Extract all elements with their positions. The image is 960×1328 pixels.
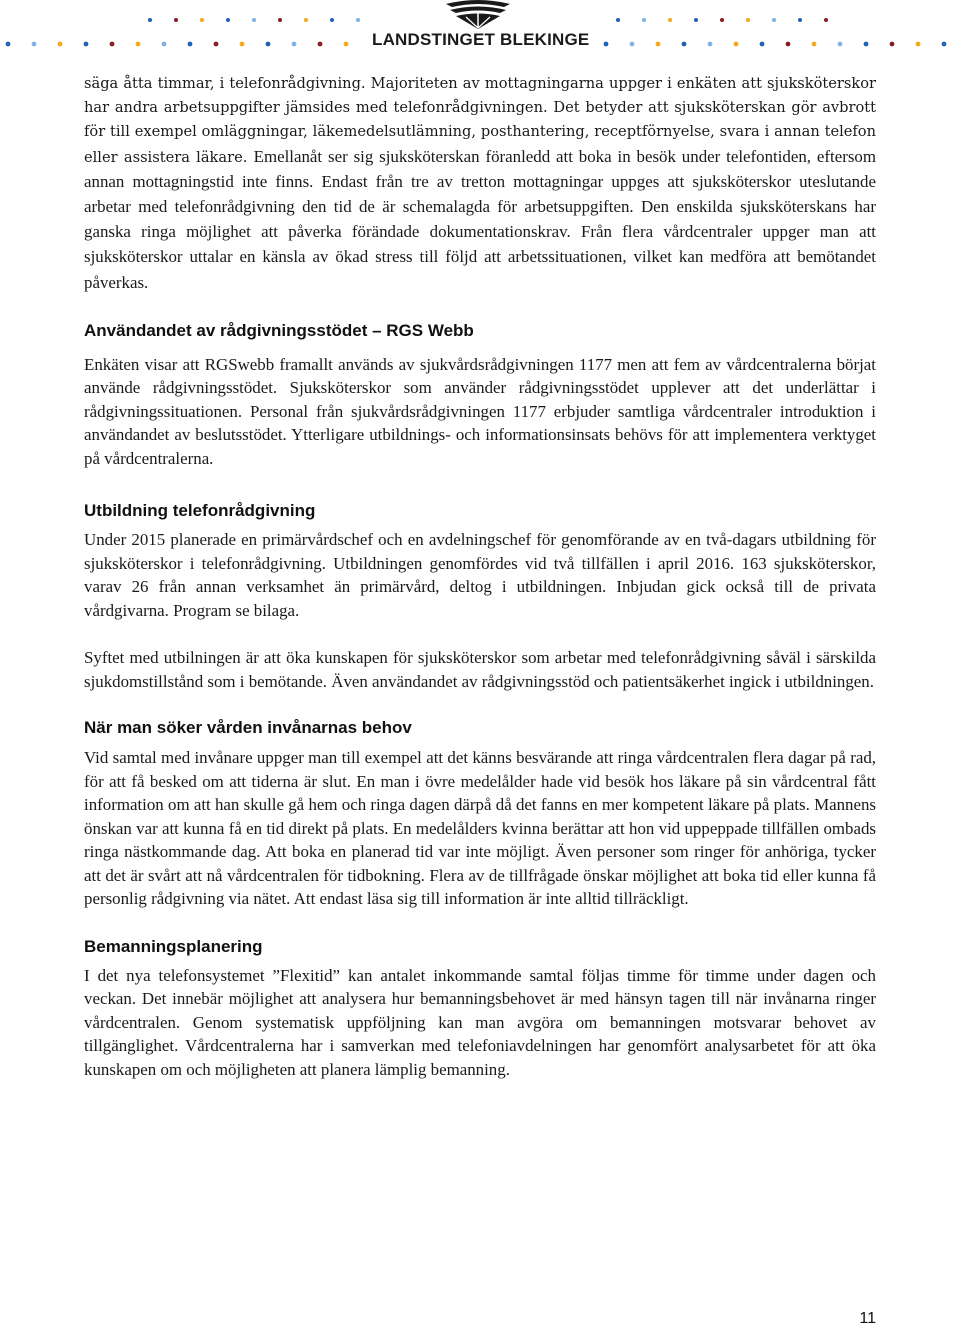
decorative-dot <box>604 42 609 47</box>
decorative-dot <box>226 18 230 22</box>
decorative-dot <box>916 42 921 47</box>
decorative-dot <box>304 18 308 22</box>
decorative-dot <box>356 18 360 22</box>
page-header <box>0 0 960 60</box>
decorative-dot <box>890 42 895 47</box>
section-heading-bemanningsplanering: Bemanningsplanering <box>84 936 263 956</box>
decorative-dot <box>136 42 141 47</box>
section-heading-rgs-webb: Användandet av rådgivningsstödet – RGS Webb <box>84 320 474 340</box>
decorative-dot <box>344 42 349 47</box>
decorative-dot <box>838 42 843 47</box>
decorative-dot <box>642 18 646 22</box>
paragraph-rgs-webb: Enkäten visar att RGSwebb framallt används av sjukvårdsrådgivningen 1177 men att fem av vårdcentralerna börjat använde rådgivningsstödet. Sjuksköterskor som använder rådgivningsstödet upplever att det underlättar i rådgivningssituationen. Personal från sjukvårdsrådgivningen 1177 erbjuder samtliga vårdcentraler introduktion i användandet av beslutsstödet. Ytterligare utbildnings- och informationsinsats behövs för att implementera verktyget på vårdcentralerna. <box>84 354 876 468</box>
decorative-dot <box>812 42 817 47</box>
paragraph-bemanningsplanering: I det nya telefonsystemet ”Flexitid” kan antalet inkommande samtal följas timme för timme under dagen och veckan. Det innebär möjlighet att analysera hur bemanningsbehovet är med hänsyn tagen till när invånarna ringer vårdcentralen. Genom systematisk uppföljning kan man avgöra om bemanningen motsvarar behovet av tillgänglighet. Vårdcentralerna har i samverkan med telefoniavdelningen har genomfört analysarbetet för att öka kunskapen om och möjligheten att planera lämplig bemanning. <box>84 965 876 1079</box>
intro-continuation: Emellanåt ser sig sjuksköterskan föranledd att boka in besök under telefontiden, eftersom annan mottagningstid inte finns. Endast från tre av tretton mottagningar uppges att sjuksköterskor uteslutande arbetar med telefonrådgivning den tid de är schemalagda för arbetsuppgiften. Den enskilda sjuksköterskans har ganska ringa möjlighet att påverka förändade dokumentationskrav. Från flera vårdcentraler uppger man att sjuksköterskor uttalar en känsla av ökad stress till följd att arbetssituationen, vilket kan medföra att bemötandet påverkas. <box>84 146 876 292</box>
decorative-dot <box>252 18 256 22</box>
decorative-dot <box>148 18 152 22</box>
decorative-dot <box>266 42 271 47</box>
decorative-dot <box>188 42 193 47</box>
decorative-dot <box>694 18 698 22</box>
decorative-dot <box>786 42 791 47</box>
paragraph-invanarnas-behov: Vid samtal med invånare uppger man till exempel att det känns besvärande att ringa vårdcentralen flera dagar på rad, för att få besked om att tiderna är slut. En man i övre medelålder hade vid besök hos läkare på sin vårdcentral fått information om att han skulle gå hem och ringa dagen därpå då det fanns en mer kompetent läkare på plats. Mannens önskan var att kunna få en tid direkt på plats. En medelålders kvinna berättar att hon vid uppeppade tillfällen ombads ringa nästkommande dag. Att boka en planerad tid var inte möjligt. Även personer som ringer för anhöriga, tycker att det är svårt att nå vårdcentralen för tidbokning. Flera av de tillfrågade önskar möjlighet att boka tid eller kunna få personlig rådgivning via nätet. Att endast läsa sig till information är inte alltid tillräckligt. <box>84 748 876 909</box>
decorative-dot <box>278 18 282 22</box>
organization-logo <box>372 0 590 56</box>
page-number: 11 <box>859 1310 876 1327</box>
decorative-dot <box>824 18 828 22</box>
decorative-dot <box>630 42 635 47</box>
document-body <box>84 72 876 1081</box>
decorative-dot <box>330 18 334 22</box>
decorative-dot <box>58 42 63 47</box>
ship-logo-icon <box>444 0 512 30</box>
decorative-dot <box>656 42 661 47</box>
intro-text: säga åtta timmar, i telefonrådgivning. Majoriteten av mottagningarna uppger i enkäten att sjuksköterskor har andra arbetsuppgifter jämsides med telefonrådgivningen. Det betyder att sjuksköterskan gör avbrott för till exempel omläggningar, läkemedelsutlämning, posthantering, receptförnyelse, svara i annan telefon eller assistera läkare. <box>84 75 876 166</box>
decorative-dot <box>734 42 739 47</box>
decorative-dot <box>708 42 713 47</box>
organization-name: LANDSTINGET BLEKINGE <box>372 30 590 49</box>
decorative-dot <box>240 42 245 47</box>
section-heading-utbildning: Utbildning telefonrådgivning <box>84 501 316 521</box>
decorative-dot <box>720 18 724 22</box>
decorative-dot <box>174 18 178 22</box>
decorative-dot <box>84 42 89 47</box>
paragraph-utbildning-2: Syftet med utbilningen är att öka kunskapen för sjuksköterskor som arbetar med telefonrådgivning såväl i särskilda sjukdomstillstånd som i bemötande. Även användandet av rådgivningsstöd och patientsäkerhet ingick i utbildningen. <box>84 648 876 691</box>
decorative-dot <box>292 42 297 47</box>
decorative-dot <box>6 42 11 47</box>
decorative-dot <box>214 42 219 47</box>
decorative-dot <box>200 18 204 22</box>
intro-paragraph <box>84 72 876 296</box>
decorative-dot <box>318 42 323 47</box>
decorative-dot <box>942 42 947 47</box>
decorative-dot <box>798 18 802 22</box>
paragraph-utbildning-1: Under 2015 planerade en primärvårdschef och en avdelningschef för genomförande av en två-dagars utbildning för sjuksköterskor i telefonrådgivning. Utbildningen genomfördes vid två tillfällen i april 2016. 163 sjuksköterskor, varav 26 från annan verksamhet än primärvård, deltog i utbildningen. Inbjudan gick också till de privata vårdgivarna. Program se bilaga. <box>84 530 876 620</box>
decorative-dot <box>32 42 37 47</box>
decorative-dot <box>668 18 672 22</box>
decorative-dot <box>682 42 687 47</box>
decorative-dot <box>616 18 620 22</box>
section-heading-invanarnas-behov: När man söker vården invånarnas behov <box>84 718 412 738</box>
decorative-dot <box>772 18 776 22</box>
decorative-dot <box>110 42 115 47</box>
decorative-dot <box>162 42 167 47</box>
decorative-dot <box>864 42 869 47</box>
decorative-dot <box>746 18 750 22</box>
decorative-dot <box>760 42 765 47</box>
